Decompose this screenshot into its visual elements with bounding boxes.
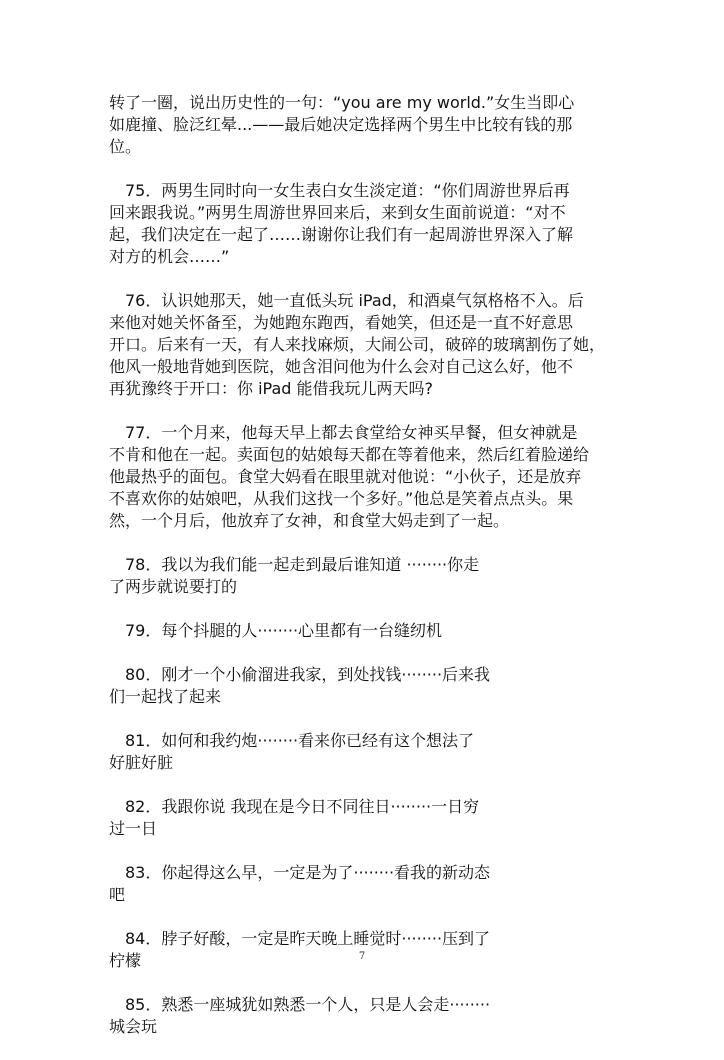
paragraph-76	[109, 290, 629, 400]
text-line: 82．我跟你说 我现在是今日不同往日········一日穷	[109, 797, 480, 816]
paragraph-continuation	[109, 92, 629, 158]
text-line: 好脏好脏	[109, 753, 174, 772]
text-line: 84．脖子好酸，一定是昨天晚上睡觉时········压到了	[109, 929, 491, 948]
text-line: 79．每个抖腿的人········心里都有一台缝纫机	[109, 621, 443, 640]
page-number: 7	[358, 951, 366, 962]
text-line: 81．如何和我约炮········看来你已经有这个想法了	[109, 731, 475, 750]
text-line: 回来跟我说。”两男生周游世界回来后，来到女生面前说道：“对不	[109, 203, 566, 222]
text-line: 不喜欢你的姑娘吧，从我们这找一个多好。”他总是笑着点点头。果	[109, 489, 574, 508]
text-line: 83．你起得这么早，一定是为了········看我的新动态	[109, 863, 491, 882]
paragraph-75	[109, 180, 629, 268]
text-line: 过一日	[109, 819, 158, 838]
text-line: 们一起找了起来	[109, 687, 222, 706]
text-line: 城会玩	[109, 1017, 158, 1036]
paragraph-78	[109, 554, 629, 598]
text-line: 转了一圈，说出历史性的一句：“you are my world.”女生当即心	[109, 93, 575, 112]
text-line: 柠檬	[109, 951, 142, 970]
text-line: 他最热乎的面包。食堂大妈看在眼里就对他说：“小伙子，还是放弃	[109, 467, 582, 486]
text-line: 来他对她关怀备至，为她跑东跑西，看她笑，但还是一直不好意思	[109, 313, 574, 332]
text-line: 78．我以为我们能一起走到最后谁知道 ········你走	[109, 555, 480, 574]
paragraph-82	[109, 796, 629, 840]
paragraph-85	[109, 994, 629, 1038]
text-line: 起，我们决定在一起了……谢谢你让我们有一起周游世界深入了解	[109, 225, 574, 244]
paragraph-77	[109, 422, 629, 532]
text-line: 77．一个月来，他每天早上都去食堂给女神买早餐，但女神就是	[109, 423, 578, 442]
text-line: 76．认识她那天，她一直低头玩 iPad，和酒桌气氛格格不入。后	[109, 291, 584, 310]
text-line: 他风一般地背她到医院，她含泪问他为什么会对自己这么好，他不	[109, 357, 574, 376]
text-line: 75．两男生同时向一女生表白女生淡定道：“你们周游世界后再	[109, 181, 570, 200]
document-body	[109, 92, 629, 1060]
paragraph-84	[109, 928, 629, 972]
text-line: 位。	[109, 137, 142, 156]
paragraph-83	[109, 862, 629, 906]
paragraph-79	[109, 620, 629, 642]
text-line: 然，一个月后，他放弃了女神，和食堂大妈走到了一起。	[109, 511, 510, 530]
text-line: 如鹿撞、脸泛红晕...——最后她决定选择两个男生中比较有钱的那	[109, 115, 573, 134]
paragraph-81	[109, 730, 629, 774]
text-line: 不肯和他在一起。卖面包的姑娘每天都在等着他来，然后红着脸递给	[109, 445, 590, 464]
text-line: 了两步就说要打的	[109, 577, 238, 596]
text-line: 80．刚才一个小偷溜进我家，到处找钱········后来我	[109, 665, 491, 684]
text-line: 开口。后来有一天，有人来找麻烦，大闹公司，破碎的玻璃割伤了她，	[109, 335, 606, 354]
text-line: 吧	[109, 885, 126, 904]
text-line: 对方的机会……”	[109, 247, 230, 266]
text-line: 85．熟悉一座城犹如熟悉一个人，只是人会走········	[109, 995, 491, 1014]
text-line: 再犹豫终于开口：你 iPad 能借我玩儿两天吗?	[109, 379, 434, 398]
paragraph-80	[109, 664, 629, 708]
